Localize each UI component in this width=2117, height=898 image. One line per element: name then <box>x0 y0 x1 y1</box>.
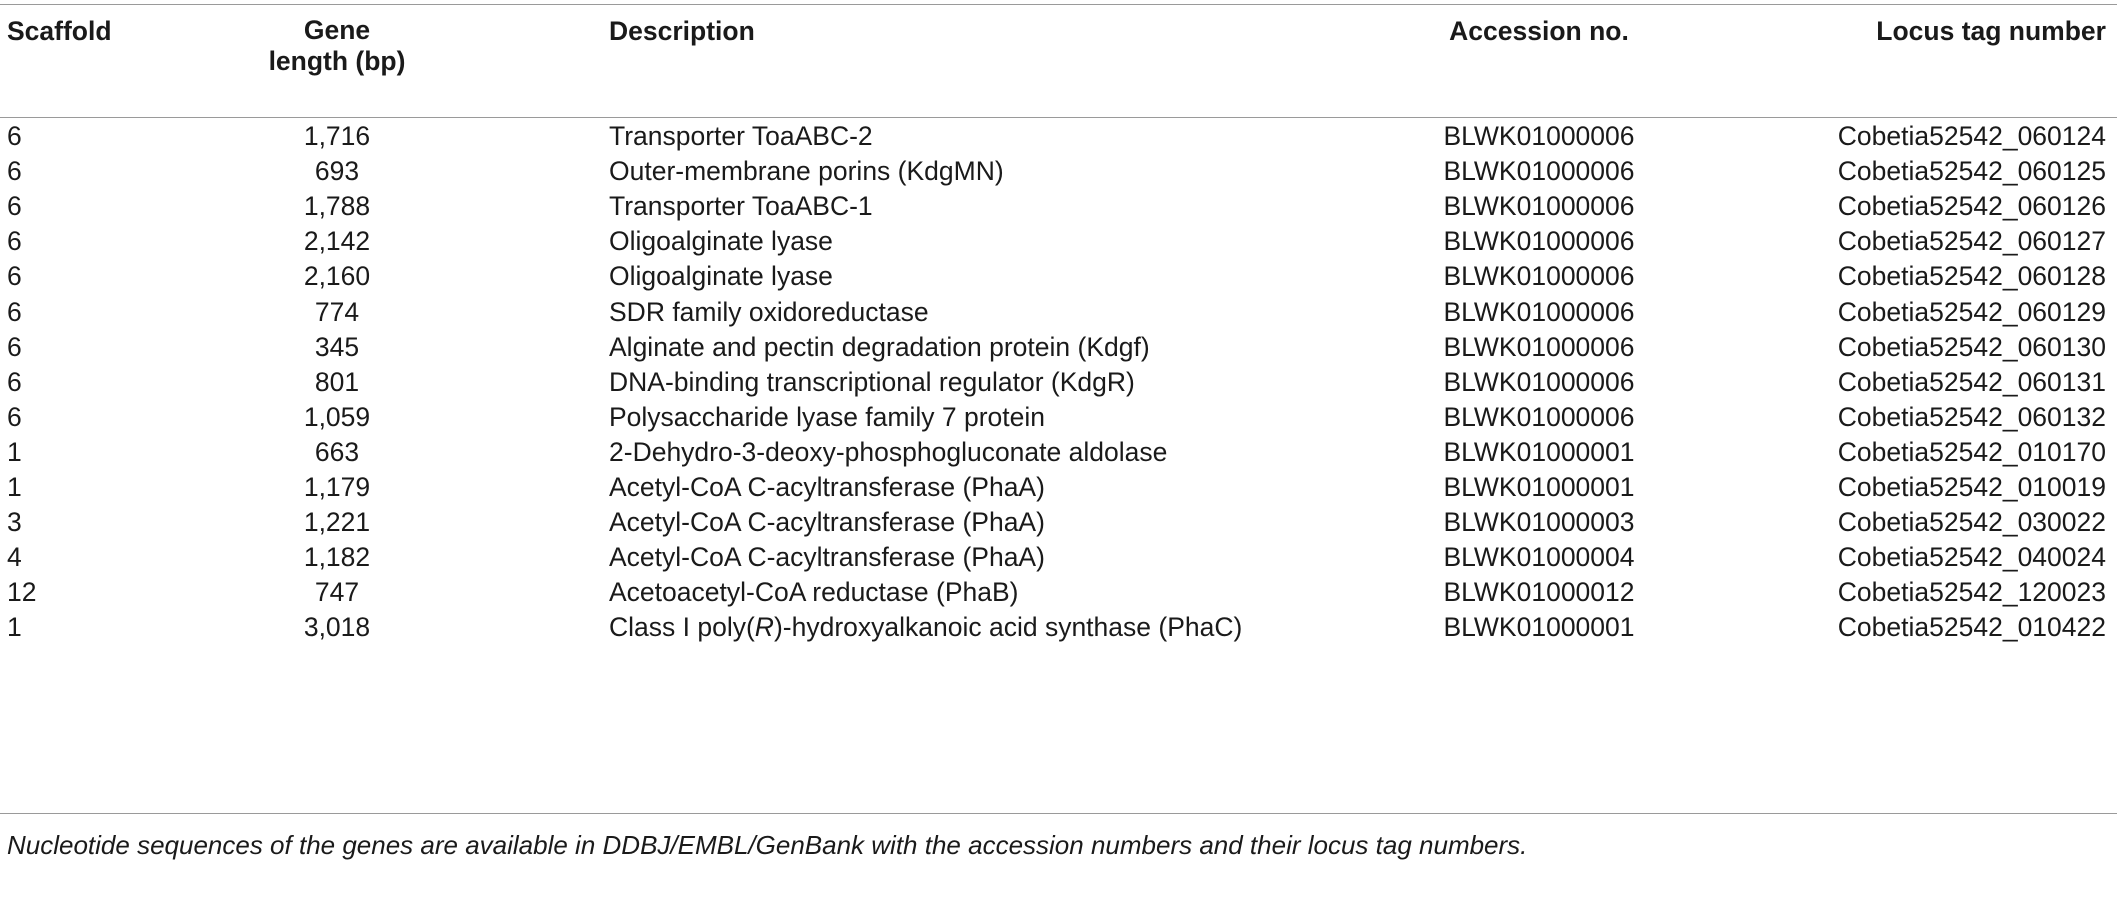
table-footnote: Nucleotide sequences of the genes are available in DDBJ/EMBL/GenBank with the accession numbers and their locus tag numbers. <box>7 830 1528 860</box>
description-text: Acetyl-CoA C-acyltransferase (PhaA) <box>609 542 1045 573</box>
cell-scaffold: 4 <box>7 542 22 573</box>
cell-gene-length: 1,182 <box>303 542 371 573</box>
cell-gene-length: 801 <box>314 366 360 397</box>
cell-description <box>609 191 873 221</box>
description-text: Polysaccharide lyase family 7 protein <box>609 401 1045 432</box>
table-row <box>0 153 2117 188</box>
description-text: SDR family oxidoreductase <box>609 296 929 327</box>
cell-scaffold: 1 <box>7 612 22 643</box>
cell-locus-tag: Cobetia52542_060126 <box>1837 191 2106 222</box>
cell-description <box>609 367 1135 397</box>
cell-locus-tag: Cobetia52542_060130 <box>1837 331 2106 362</box>
cell-gene-length: 2,142 <box>303 226 371 257</box>
cell-scaffold: 3 <box>7 507 22 538</box>
cell-description <box>609 437 1167 467</box>
cell-gene-length: 1,179 <box>303 472 371 502</box>
table-row <box>0 609 2117 644</box>
cell-locus-tag: Cobetia52542_040024 <box>1837 542 2106 573</box>
cell-gene-length: 663 <box>314 436 360 467</box>
cell-scaffold: 6 <box>7 366 22 397</box>
cell-gene-length: 3,018 <box>303 612 371 643</box>
cell-description <box>609 542 1045 572</box>
cell-accession: BLWK01000004 <box>1443 542 1635 573</box>
cell-description <box>609 332 1150 362</box>
cell-locus-tag: Cobetia52542_010019 <box>1837 472 2106 502</box>
cell-gene-length: 1,059 <box>303 401 371 432</box>
description-text-post: )-hydroxyalkanoic acid synthase (PhaC) <box>773 612 1243 643</box>
cell-locus-tag: Cobetia52542_060132 <box>1837 401 2106 432</box>
cell-scaffold: 6 <box>7 156 22 187</box>
cell-locus-tag: Cobetia52542_010170 <box>1837 436 2106 467</box>
cell-locus-tag: Cobetia52542_060124 <box>1837 121 2106 151</box>
cell-accession: BLWK01000006 <box>1443 331 1635 362</box>
description-text: Alginate and pectin degradation protein (Kdgf) <box>609 331 1150 362</box>
cell-scaffold: 1 <box>7 472 22 502</box>
description-text: Acetyl-CoA C-acyltransferase (PhaA) <box>609 472 1045 502</box>
header-description: Description <box>609 16 755 46</box>
table-row <box>0 399 2117 434</box>
table-row <box>0 329 2117 364</box>
cell-accession: BLWK01000006 <box>1443 226 1635 257</box>
description-text: Acetoacetyl-CoA reductase (PhaB) <box>609 577 1019 608</box>
header-scaffold: Scaffold <box>7 16 112 46</box>
cell-gene-length: 747 <box>314 577 360 608</box>
cell-accession: BLWK01000006 <box>1443 401 1635 432</box>
cell-gene-length: 2,160 <box>303 261 371 292</box>
table-row <box>0 258 2117 293</box>
cell-description <box>609 261 833 291</box>
description-text: Oligoalginate lyase <box>609 226 833 257</box>
cell-scaffold: 1 <box>7 436 22 467</box>
cell-locus-tag: Cobetia52542_060131 <box>1837 366 2106 397</box>
cell-scaffold: 6 <box>7 331 22 362</box>
cell-accession: BLWK01000001 <box>1443 436 1635 467</box>
description-text: 2-Dehydro-3-deoxy-phosphogluconate aldolase <box>609 436 1168 467</box>
cell-locus-tag: Cobetia52542_060129 <box>1837 296 2106 327</box>
header-gene-length-line2: length (bp) <box>268 46 406 76</box>
cell-scaffold: 6 <box>7 296 22 327</box>
table-row <box>0 539 2117 574</box>
cell-scaffold: 6 <box>7 401 22 432</box>
cell-accession: BLWK01000001 <box>1443 472 1635 502</box>
cell-locus-tag: Cobetia52542_010422 <box>1837 612 2106 643</box>
table-row <box>0 469 2117 504</box>
cell-gene-length: 1,221 <box>303 507 371 538</box>
cell-gene-length: 693 <box>314 156 360 187</box>
header-gene-length-line1: Gene <box>303 15 371 45</box>
cell-gene-length: 1,716 <box>303 121 371 151</box>
cell-scaffold: 6 <box>7 191 22 222</box>
cell-accession: BLWK01000006 <box>1443 296 1635 327</box>
description-text: Oligoalginate lyase <box>609 261 833 292</box>
table-row <box>0 504 2117 539</box>
cell-description <box>609 472 1045 502</box>
description-text-italic: R <box>754 612 774 643</box>
cell-accession: BLWK01000006 <box>1443 121 1635 151</box>
cell-locus-tag: Cobetia52542_060128 <box>1837 261 2106 292</box>
cell-locus-tag: Cobetia52542_060127 <box>1837 226 2106 257</box>
cell-description <box>609 402 1045 432</box>
header-locus-tag: Locus tag number <box>1876 16 2106 46</box>
cell-scaffold: 6 <box>7 226 22 257</box>
cell-description <box>609 156 1004 186</box>
cell-description <box>609 577 1018 607</box>
table-row <box>0 223 2117 258</box>
cell-description <box>609 121 873 151</box>
table-row <box>0 118 2117 153</box>
description-text: Transporter ToaABC-1 <box>609 191 873 222</box>
description-text: Outer-membrane porins (KdgMN) <box>609 156 1004 187</box>
cell-accession: BLWK01000012 <box>1443 577 1635 608</box>
cell-description <box>609 612 1242 642</box>
cell-gene-length: 1,788 <box>303 191 371 222</box>
cell-accession: BLWK01000006 <box>1443 366 1635 397</box>
cell-gene-length: 345 <box>314 331 360 362</box>
table-row <box>0 294 2117 329</box>
description-text: DNA-binding transcriptional regulator (KdgR) <box>609 366 1135 397</box>
cell-locus-tag: Cobetia52542_120023 <box>1837 577 2106 608</box>
cell-accession: BLWK01000003 <box>1443 507 1635 538</box>
table-top-rule <box>0 4 2117 5</box>
description-text: Acetyl-CoA C-acyltransferase (PhaA) <box>609 507 1045 538</box>
cell-scaffold: 6 <box>7 121 22 151</box>
description-text-pre: Class I poly( <box>609 612 755 643</box>
header-accession: Accession no. <box>1449 16 1629 46</box>
table-row <box>0 574 2117 609</box>
cell-description <box>609 507 1045 537</box>
cell-description <box>609 297 929 327</box>
cell-accession: BLWK01000006 <box>1443 261 1635 292</box>
table-bottom-rule <box>0 813 2117 814</box>
table-row <box>0 188 2117 223</box>
cell-description <box>609 226 833 256</box>
cell-accession: BLWK01000001 <box>1443 612 1635 643</box>
cell-scaffold: 6 <box>7 261 22 292</box>
cell-scaffold: 12 <box>7 577 37 608</box>
cell-gene-length: 774 <box>314 296 360 327</box>
cell-accession: BLWK01000006 <box>1443 191 1635 222</box>
description-text: Transporter ToaABC-2 <box>609 121 873 151</box>
cell-locus-tag: Cobetia52542_060125 <box>1837 156 2106 187</box>
table-row <box>0 434 2117 469</box>
cell-accession: BLWK01000006 <box>1443 156 1635 187</box>
table-row <box>0 364 2117 399</box>
cell-locus-tag: Cobetia52542_030022 <box>1837 507 2106 538</box>
